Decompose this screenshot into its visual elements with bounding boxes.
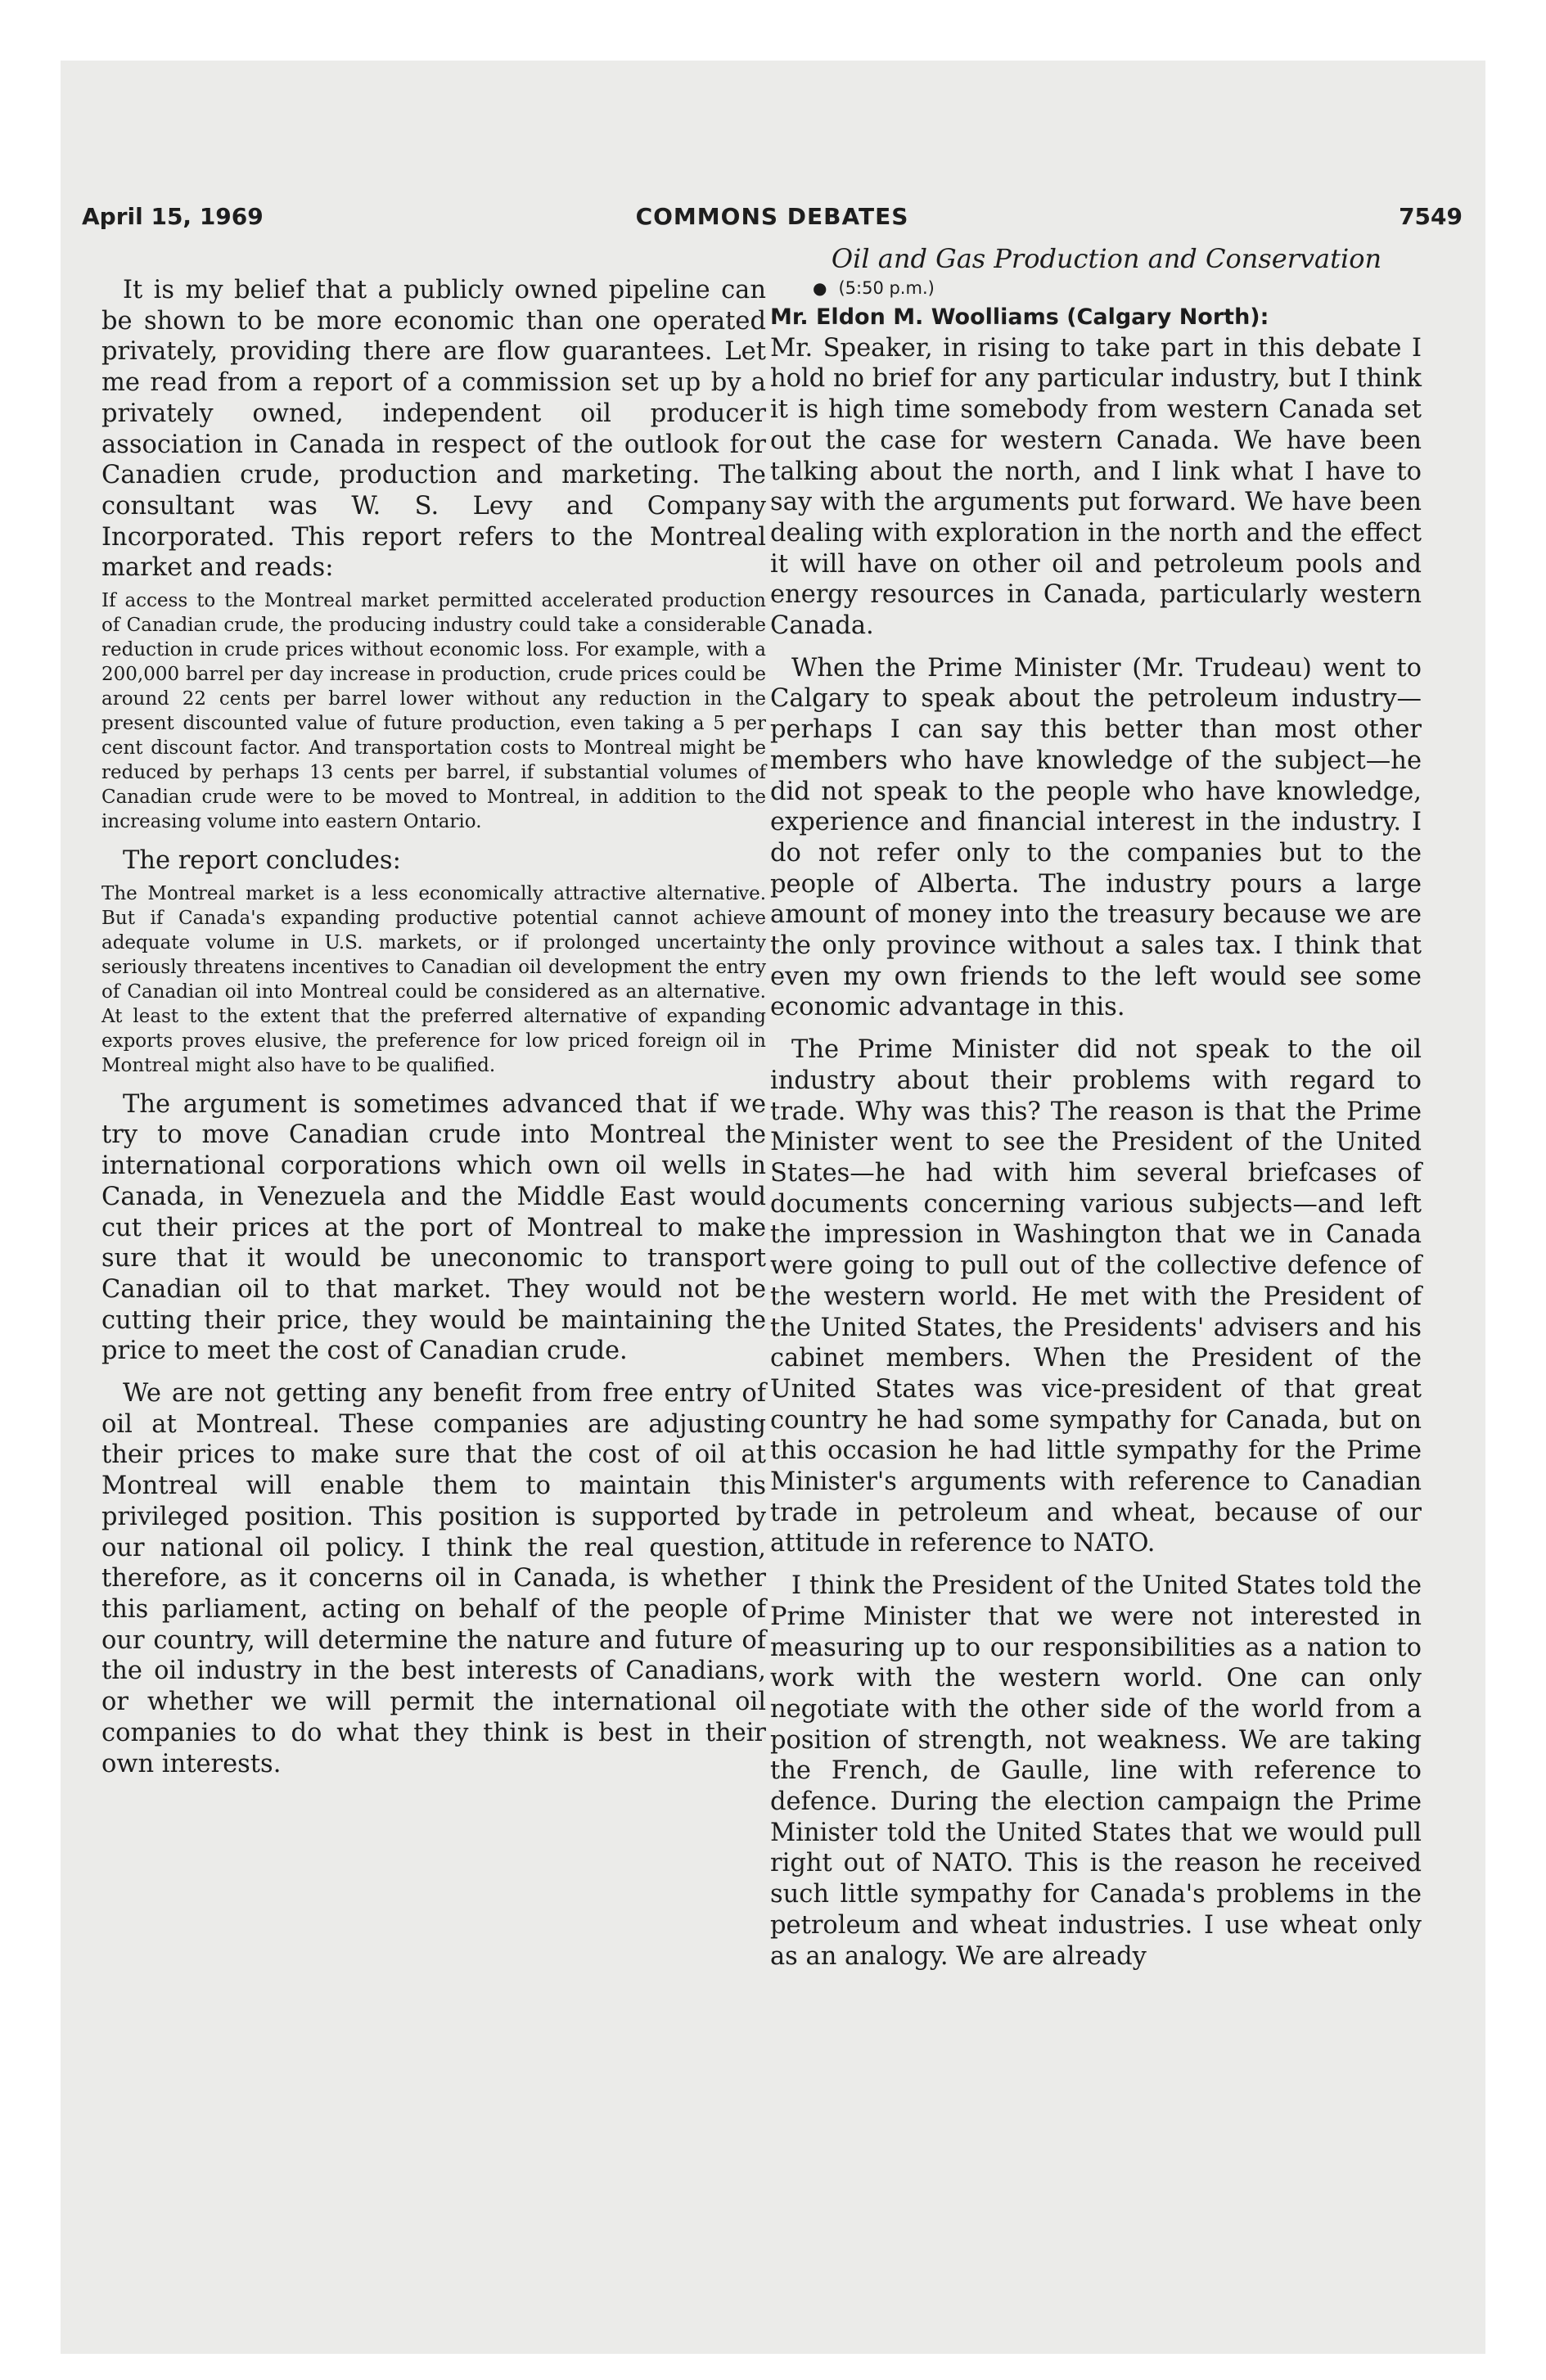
bullet-icon: ● (813, 278, 827, 298)
paragraph: The argument is sometimes advanced that if we try to move Canadian crude into Montreal the international corporations which own oil wells in Canada, in Venezuela and the Middle East would cut their prices at the port of Montreal to make sure that it would be uneconomic to transport Canadian oil to that market. They would not be cutting their price, they would be maintaining the price to meet the cost of Canadian crude. (101, 1089, 766, 1366)
header-page-number: 7549 (1399, 203, 1463, 230)
header-title: COMMONS DEBATES (635, 203, 909, 230)
paragraph: The report concludes: (123, 846, 401, 876)
left-column (101, 242, 766, 1779)
paragraph: I think the President of the United States told the Prime Minister that we were not interested in measuring up to our responsibilities as a nation to work with the western world. One can only negotiate with the other side of the world from a position of strength, not weakness. We are taking the French, de Gaulle, line with reference to defence. During the election campaign the Prime Minister told the United States that we would pull right out of NATO. This is the reason he received such little sympathy for Canada's problems in the petroleum and wheat industries. I use wheat only as an analogy. We are already (770, 1571, 1422, 1971)
paragraph: We are not getting any benefit from free entry of oil at Montreal. These companies are adjusting their prices to make sure that the cost of oil at Montreal will enable them to maintain this privileged position. This position is supported by our national oil policy. I think the real question, therefore, as it concerns oil in Canada, is whether this parliament, acting on behalf of the people of our country, will determine the nature and future of the oil industry in the best interests of Canadians, or whether we will permit the international oil companies to do what they think is best in their own interests. (101, 1379, 766, 1778)
paragraph: Mr. Speaker, in rising to take part in this debate I hold no brief for any particular industry, but I think it is high time somebody from western Canada set out the case for western Canada. We have been talking about the north, and I link what I have to say with the arguments put forward. We have been dealing with exploration in the north and the effect it will have on other oil and petroleum pools and energy resources in Canada, particularly western Canada. (770, 333, 1422, 641)
speaker-name: Mr. Eldon M. Woolliams (Calgary North): (770, 304, 1269, 330)
right-column (770, 242, 1422, 1972)
timestamp-text: (5:50 p.m.) (838, 278, 935, 298)
paragraph: It is my belief that a publicly owned pipeline can be shown to be more economic than one operated privately, providing there are flow guarantees. Let me read from a report of a commission set up by a privately owned, independent oil producer association in Canada in respect of the outlook for Canadien crude, production and marketing. The consultant was W. S. Levy and Company Incorporated. This report refers to the Montreal market and reads: (101, 276, 766, 583)
page-header (82, 203, 1463, 242)
block-quote: If access to the Montreal market permitted accelerated production of Canadian crude, the producing industry could take a considerable reduction in crude prices without economic loss. For example, with a 200,000 barrel per day increase in production, crude prices could be around 22 cents per barrel lower without any reduction in the present discounted value of future production, even taking a 5 per cent discount factor. And transportation costs to Montreal might be reduced by perhaps 13 cents per barrel, if substantial volumes of Canadian crude were to be moved to Montreal, in addition to the increasing volume into eastern Ontario. (101, 590, 766, 833)
speaker-line (770, 301, 1422, 333)
timestamp (770, 275, 1422, 301)
header-date: April 15, 1969 (82, 203, 264, 230)
paragraph: When the Prime Minister (Mr. Trudeau) went to Calgary to speak about the petroleum industry—perhaps I can say this better than most other members who have knowledge of the subject—he did not speak to the people who have knowledge, experience and financial interest in the industry. I do not refer only to the companies but to the people of Alberta. The industry pours a large amount of money into the treasury because we are the only province without a sales tax. I think that even my own friends to the left would see some economic advantage in this. (770, 653, 1422, 1022)
paragraph: The Prime Minister did not speak to the oil industry about their problems with regard to trade. Why was this? The reason is that the Prime Minister went to see the President of the United States—he had with him several briefcases of documents concerning various subjects—and left the impression in Washington that we in Canada were going to pull out of the collective defence of the western world. He met with the President of the United States, the Presidents' advisers and his cabinet members. When the President of the United States was vice-president of that great country he had some sympathy for Canada, but on this occasion he had little sympathy for the Prime Minister's arguments with reference to Canadian trade in petroleum and wheat, because of our attitude in reference to NATO. (770, 1035, 1422, 1558)
section-title: Oil and Gas Production and Conservation (831, 243, 1382, 274)
block-quote: The Montreal market is a less economically attractive alternative. But if Canada's expanding productive potential cannot achieve adequate volume in U.S. markets, or if prolonged uncertainty seriously threatens incentives to Canadian oil development the entry of Canadian oil into Montreal could be considered as an alternative. At least to the extent that the preferred alternative of expanding exports proves elusive, the preference for low priced foreign oil in Montreal might also have to be qualified. (101, 882, 766, 1076)
